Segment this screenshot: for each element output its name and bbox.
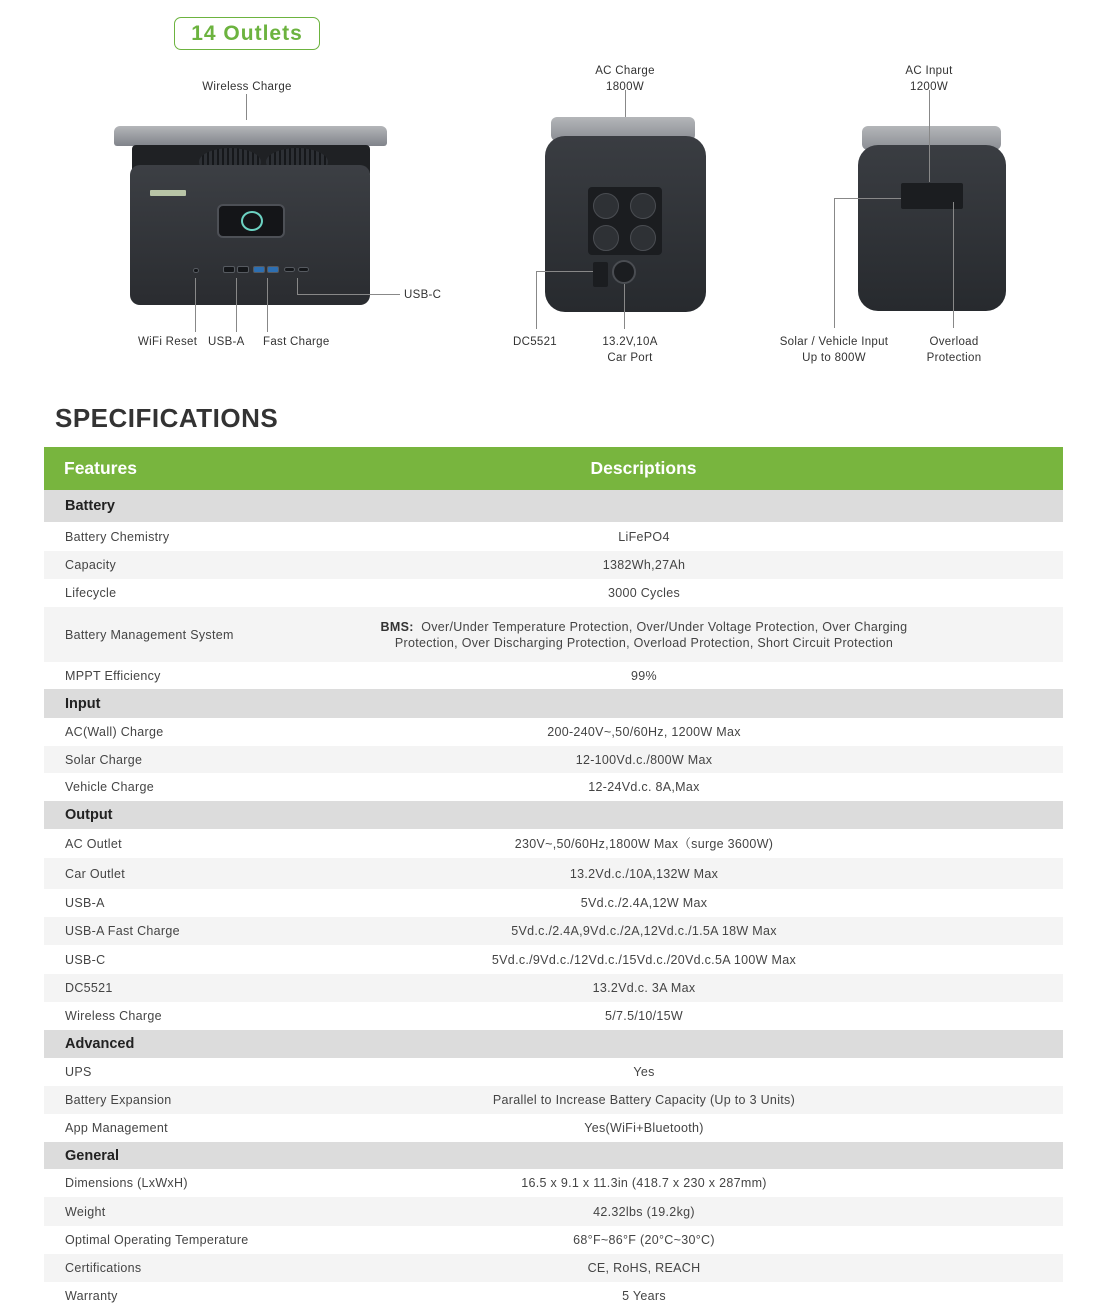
description-cell: Yes <box>633 1065 655 1079</box>
callout-car-port: 13.2V,10A Car Port <box>602 336 658 364</box>
description-cell: 42.32lbs (19.2kg) <box>593 1204 695 1219</box>
leader-line <box>624 284 625 329</box>
description-cell: 200-240V~,50/60Hz, 1200W Max <box>547 725 741 739</box>
feature-cell: AC Outlet <box>65 836 122 851</box>
table-row <box>44 579 1063 607</box>
section-advanced: Advanced <box>44 1030 1063 1058</box>
bms-description-line-2: Protection, Over Discharging Protection, Overload Protection, Short Circuit Protection <box>394 635 894 650</box>
feature-cell: UPS <box>65 1065 92 1079</box>
description-cell: 1382Wh,27Ah <box>602 558 686 572</box>
table-row <box>44 1002 1063 1030</box>
description-cell: LiFePO4 <box>618 529 670 544</box>
table-row <box>44 662 1063 689</box>
feature-cell: MPPT Efficiency <box>65 668 161 683</box>
callout-solar-vehicle-input: Solar / Vehicle Input Up to 800W <box>779 336 889 364</box>
wireless-charging-pad <box>114 126 387 146</box>
description-cell: 5/7.5/10/15W <box>605 1009 683 1023</box>
callout-fast-charge: Fast Charge <box>263 336 330 348</box>
feature-cell: Car Outlet <box>65 866 125 881</box>
features-column-header: Features <box>64 458 137 478</box>
feature-cell: USB-C <box>65 952 106 967</box>
description-cell: 13.2Vd.c. 3A Max <box>592 981 696 995</box>
feature-cell: Solar Charge <box>65 752 143 767</box>
section-output: Output <box>44 801 1063 829</box>
description-cell: 5 Years <box>622 1289 666 1303</box>
description-cell: Parallel to Increase Battery Capacity (Up to 3 Units) <box>492 1093 796 1107</box>
table-header <box>44 447 1063 490</box>
table-row <box>44 829 1063 858</box>
table-row <box>44 1254 1063 1282</box>
description-cell: 16.5 x 9.1 x 11.3in (418.7 x 230 x 287mm) <box>521 1176 767 1190</box>
feature-cell: DC5521 <box>65 981 113 995</box>
leader-line <box>297 278 298 295</box>
leader-line <box>236 278 237 332</box>
feature-cell: Warranty <box>65 1289 118 1303</box>
brand-logo <box>150 190 186 196</box>
usb-a-port <box>223 266 235 273</box>
feature-cell: Battery Expansion <box>65 1093 172 1107</box>
table-row <box>44 974 1063 1002</box>
feature-cell: Battery Chemistry <box>65 529 170 544</box>
feature-cell: Capacity <box>65 558 117 572</box>
callout-dc5521: DC5521 <box>513 336 557 348</box>
feature-cell: Vehicle Charge <box>65 780 154 794</box>
feature-cell: Weight <box>65 1204 106 1219</box>
feature-cell: Certifications <box>65 1261 142 1275</box>
table-row <box>44 1226 1063 1254</box>
description-cell: 12-100Vd.c./800W Max <box>575 752 713 767</box>
wifi-reset-button <box>193 268 199 273</box>
usb-a-fast-port <box>253 266 265 273</box>
table-row <box>44 773 1063 801</box>
table-row <box>44 1058 1063 1086</box>
feature-cell: App Management <box>65 1121 168 1135</box>
callout-usb-c: USB-C <box>404 289 442 301</box>
description-cell: 5Vd.c./9Vd.c./12Vd.c./15Vd.c./20Vd.c.5A 100W Max <box>491 952 797 967</box>
description-cell: 230V~,50/60Hz,1800W Max（surge 3600W) <box>514 836 774 851</box>
description-cell: 5Vd.c./2.4A,12W Max <box>580 896 708 910</box>
table-row <box>44 1282 1063 1310</box>
section-general: General <box>44 1142 1063 1169</box>
table-row <box>44 1169 1063 1197</box>
table-row <box>44 607 1063 662</box>
ac-socket-icon <box>630 225 656 251</box>
feature-cell: Dimensions (LxWxH) <box>65 1176 188 1190</box>
leader-line <box>536 271 537 329</box>
bms-description-line-1: Over/Under Temperature Protection, Over/Under Voltage Protection, Over Charging <box>421 619 908 634</box>
description-cell: 5Vd.c./2.4A,9Vd.c./2A,12Vd.c./1.5A 18W Max <box>511 924 777 938</box>
table-row <box>44 945 1063 974</box>
callout-ac-charge: AC Charge 1800W <box>595 65 655 93</box>
feature-cell: AC(Wall) Charge <box>65 725 164 739</box>
table-row <box>44 718 1063 746</box>
callout-usb-a: USB-A <box>208 336 245 348</box>
feature-cell: USB-A <box>65 896 105 910</box>
specifications-heading: SPECIFICATIONS <box>55 403 279 433</box>
usb-a-port <box>237 266 249 273</box>
car-port-socket <box>612 260 636 284</box>
leader-line <box>195 278 196 332</box>
usb-c-port <box>284 267 295 272</box>
description-cell: 12-24Vd.c. 8A,Max <box>588 780 700 794</box>
feature-cell: Optimal Operating Temperature <box>65 1233 249 1247</box>
leader-line <box>246 94 247 120</box>
leader-line <box>297 294 400 295</box>
leader-line <box>267 278 268 332</box>
description-cell: Yes(WiFi+Bluetooth) <box>584 1121 704 1135</box>
table-row <box>44 746 1063 773</box>
specifications-table <box>44 447 1063 1310</box>
callout-wireless-charge: Wireless Charge <box>202 81 292 93</box>
section-input: Input <box>44 689 1063 718</box>
unit-side-panel <box>858 145 1006 311</box>
ac-socket-icon <box>630 193 656 219</box>
ac-socket-icon <box>593 193 619 219</box>
table-row <box>44 522 1063 551</box>
leader-line <box>536 271 593 272</box>
table-row <box>44 858 1063 889</box>
callout-overload-protection: Overload Protection <box>926 336 982 364</box>
leader-line <box>834 198 901 199</box>
table-row <box>44 1086 1063 1114</box>
feature-cell: Battery Management System <box>65 627 234 642</box>
description-cell <box>65 619 1063 651</box>
feature-cell: USB-A Fast Charge <box>65 924 180 938</box>
section-battery: Battery <box>44 490 1063 522</box>
description-cell: CE, RoHS, REACH <box>587 1261 701 1275</box>
leader-line <box>929 90 930 182</box>
feature-cell: Lifecycle <box>65 586 117 600</box>
feature-cell: Wireless Charge <box>65 1009 162 1023</box>
bms-label: BMS: <box>380 619 414 634</box>
callout-ac-input: AC Input 1200W <box>905 65 953 93</box>
ac-socket-icon <box>593 225 619 251</box>
outlets-badge: 14 Outlets <box>174 17 320 50</box>
descriptions-column-header: Descriptions <box>590 458 697 478</box>
usb-c-port <box>298 267 309 272</box>
description-cell: 3000 Cycles <box>607 586 681 600</box>
description-cell: 99% <box>631 668 657 683</box>
table-row <box>44 889 1063 917</box>
leader-line <box>953 202 954 328</box>
table-row <box>44 917 1063 945</box>
leader-line <box>834 198 835 328</box>
description-cell: 13.2Vd.c./10A,132W Max <box>569 866 719 881</box>
battery-ring-icon <box>241 211 263 231</box>
description-cell: 68°F~86°F (20°C~30°C) <box>573 1233 715 1247</box>
dc5521-port <box>593 262 608 287</box>
table-row <box>44 1114 1063 1142</box>
table-row <box>44 551 1063 579</box>
table-row <box>44 1197 1063 1226</box>
callout-wifi-reset: WiFi Reset <box>138 336 198 348</box>
usb-a-fast-port <box>267 266 279 273</box>
